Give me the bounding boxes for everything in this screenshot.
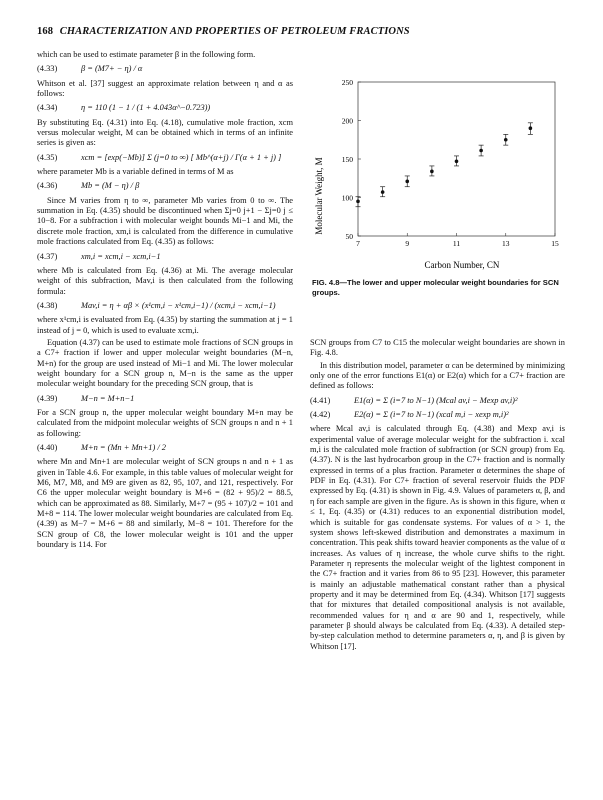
equation-label: (4.36)	[37, 181, 58, 191]
equation-body: η = 110 (1 − 1 / (1 + 4.043α^−0.723))	[81, 103, 211, 113]
equation-4-34	[37, 103, 293, 113]
equation-body: xcm = [exp(−Mb)] Σ (j=0 to ∞) [ Mb^(α+j) / Γ(α + 1 + j) ]	[81, 152, 282, 162]
paragraph: where Mcal av,i is calculated through Eq. (4.38) and Mexp av,i is experimental value of average molecular weight for the subfraction i. xcal m,i is the calculated mole fraction of subfraction (or SCN group) from Eq. (4.37). N is the last hydrocarbon group in the C7+ fraction and is normally expressed in terms of a plus fraction. Parameter α determines the shape of PDF in Eq. (4.31). For C7+ fraction of several reservoir fluids the PDF expressed by Eq. (4.31) is shown in Fig. 4.9. Values of parameters α, β, and η for each sample are given in the figure. As is shown in this figure, when α ≤ 1, Eq. (4.35) or (4.31) reduces to an exponential distribution model, which is suitable for gas condensate systems. For values of α > 1, the system shows left-skewed distribution and demonstrates a maximum in concentration. This peak shifts toward heavier components as the value of α increases. As values of η increase, the whole curve shifts to the right. Parameter η represents the molecular weight of the lightest component in the C7+ fraction and it varies from 86 to 95 [23]. However, this parameter is mainly an adjustable mathematical constant rather than a physical property and it may be determined from Eq. (4.34). Whitson [17] suggests that for mixtures that detailed compositional analysis is not available, recommended values for η and α are 90 and 1, respectively, while parameter β should always be calculated from Eq. (4.33). A detailed step-by-step calculation method to determine parameters α, η, and β is given by Whitson [17].	[310, 424, 565, 651]
paragraph: For a SCN group n, the upper molecular weight boundary M+n may be calculated from the midpoint molecular weights of SCN groups n and n + 1 as following:	[37, 407, 293, 438]
equation-body: Mb = (M − η) / β	[81, 181, 140, 191]
data-point	[381, 190, 385, 194]
equation-label: (4.41)	[310, 395, 331, 405]
x-tick-label: 7	[356, 239, 360, 248]
data-point	[405, 180, 409, 184]
paragraph: SCN groups from C7 to C15 the molecular weight boundaries are shown in Fig. 4.8.	[310, 338, 565, 358]
running-header	[37, 26, 567, 37]
equation-label: (4.33)	[37, 64, 58, 74]
paragraph: where parameter Mb is a variable defined in terms of M as	[37, 167, 234, 177]
paragraph: Equation (4.37) can be used to estimate mole fractions of SCN groups in a C7+ fraction if lower and upper molecular weight boundaries (M−n, M+n) for the group are used instead of Mi−1 and Mi. The lower molecular weight boundary for a SCN group n, M−n is the same as the upper molecular weight boundary for the preceding SCN group, that is	[37, 337, 293, 389]
data-point	[430, 170, 434, 174]
data-point	[455, 160, 459, 164]
y-tick-label: 250	[341, 78, 353, 87]
equation-label: (4.35)	[37, 152, 58, 162]
running-title: CHARACTERIZATION AND PROPERTIES OF PETROLEUM FRACTIONS	[59, 26, 410, 37]
equation-body: M+n = (Mn + Mn+1) / 2	[81, 443, 166, 452]
paragraph: By substituting Eq. (4.31) into Eq. (4.18), cumulative mole fraction, xcm versus molecular weight, M can be obtained which in terms of an infinite series is given as:	[37, 117, 293, 148]
y-tick-label: 100	[341, 193, 353, 203]
left-column	[37, 50, 293, 552]
equation-4-35	[37, 153, 293, 163]
equation-label: (4.37)	[37, 251, 58, 261]
equation-label: (4.38)	[37, 300, 58, 310]
x-axis-label: Carbon Number, CN	[424, 260, 500, 270]
paragraph: In this distribution model, parameter α can be determined by minimizing only one of the error functions E1(α) or E2(α) which for a C7+ fraction are defined as follows:	[310, 360, 565, 391]
equation-label: (4.39)	[37, 393, 58, 403]
x-tick-label: 9	[405, 239, 410, 248]
y-tick-label: 150	[341, 155, 353, 164]
x-tick-label: 15	[551, 239, 559, 248]
y-tick-label: 50	[345, 232, 353, 241]
equation-label: (4.34)	[37, 103, 58, 113]
x-tick-label: 11	[452, 239, 461, 248]
paragraph: where Mb is calculated from Eq. (4.36) at Mi. The average molecular weight of this subfraction, Mav,i is then calculated from the following formula:	[37, 265, 293, 296]
data-point	[504, 138, 508, 142]
paragraph: Since M varies from η to ∞, parameter Mb varies from 0 to ∞. The summation in Eq. (4.35) should be discontinued when Σj=0 j+1 − Σj=0 j ≤ 10−8. For a subfraction i with molecular weight bounds Mi−1 and Mi, the discrete mole fraction, xm,i is calculated from the difference in cumulative mole fractions calculated from Eq. (4.35) as follows:	[37, 195, 293, 247]
data-point	[356, 200, 360, 204]
paragraph: where Mn and Mn+1 are molecular weight of SCN groups n and n + 1 as given in Table 4.6. For example, in this table values of molecular weight for M6, M7, M8, and M9 are given as 82, 95, 107, and 121, respectively. For C6 the upper molecular weight boundary is M+6 = (82 + 95)/2 = 88.5, which can be approximated as 88. Similarly, M+7 = (95 + 107)/2 = 101 and M+8 = 114. The lower molecular weight boundaries are calculated from Eq. (4.39) as M−7 = M+6 = 88 and similarly, M−8 = 101. Therefore for the SCN group of C8, the lower molecular weight is 101 and the upper boundary is 114. For	[37, 457, 293, 550]
figure-caption: FIG. 4.8—The lower and upper molecular weight boundaries for SCN groups.	[312, 278, 559, 297]
equation-4-37	[37, 252, 293, 262]
equation-4-38	[37, 301, 293, 311]
equation-label: (4.40)	[37, 443, 58, 452]
equation-body: Mav,i = η + αβ × (x¹cm,i − x¹cm,i−1) / (xcm,i − xcm,i−1)	[81, 300, 276, 310]
y-tick-label: 200	[341, 116, 353, 126]
equation-4-42	[310, 410, 565, 420]
paragraph: which can be used to estimate parameter β in the following form.	[37, 50, 256, 59]
right-column	[310, 338, 565, 654]
page-number: 168	[37, 26, 54, 37]
equation-body: E2(α) = Σ (i=7 to N−1) (xcal m,i − xexp m,i)²	[354, 410, 509, 420]
paragraph: Whitson et al. [37] suggest an approximate relation between η and α as follows:	[37, 78, 293, 99]
y-axis-label: Molecular Weight, M	[314, 157, 324, 235]
equation-body: M−n = M+n−1	[81, 393, 135, 403]
paragraph: where x¹cm,i is evaluated from Eq. (4.35) by starting the summation at j = 1 instead of j = 0, which is used to evaluate xcm,i.	[37, 315, 293, 335]
equation-4-41	[310, 396, 565, 406]
equation-4-39	[37, 394, 293, 404]
data-point	[529, 126, 533, 130]
data-point	[479, 149, 483, 153]
x-tick-label: 13	[502, 239, 510, 248]
equation-4-36	[37, 181, 293, 191]
equation-body: β = (M7+ − η) / α	[81, 64, 143, 74]
equation-4-33	[37, 64, 293, 74]
equation-label: (4.42)	[310, 410, 331, 420]
equation-4-40	[37, 443, 293, 453]
equation-body: E1(α) = Σ (i=7 to N−1) (Mcal av,i − Mexp av,i)²	[354, 395, 518, 405]
equation-body: xm,i = xcm,i − xcm,i−1	[81, 251, 161, 261]
